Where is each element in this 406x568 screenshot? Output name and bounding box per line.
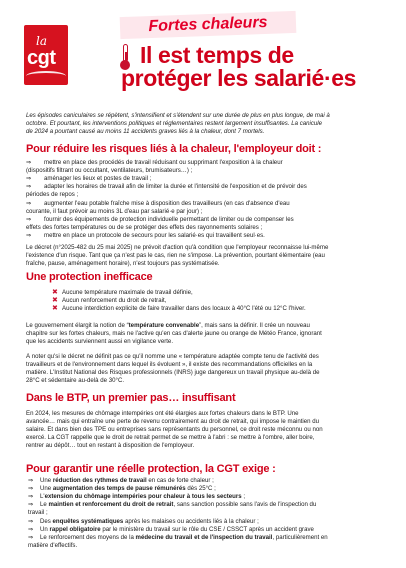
logo-swoosh — [26, 71, 66, 81]
inefficiency-text: Aucune température maximale de travail définie, — [62, 289, 193, 296]
btp-paragraph-line: avancée… mais qui entraîne une perte de revenu contrairement au droit de retrait, qui impose le maintien du — [26, 418, 320, 426]
arrow-icon: ⇒ — [28, 501, 34, 509]
arrow-icon: ⇒ — [28, 533, 34, 541]
demand-item — [28, 518, 380, 526]
demand-bold: extension du chômage intempéries pour chaleur — [44, 493, 186, 501]
obligation-text: mettre en place un protocole de secours pour les salarié·es qui travaillent seul·es. — [44, 231, 265, 239]
demand-item — [28, 509, 380, 517]
arrow-icon: ⇒ — [26, 215, 32, 223]
obligation-text: (dispositifs filtrant ou occultant, ventilateurs, brumisateurs…) ; — [26, 167, 193, 175]
employer-obligation-line — [26, 208, 380, 216]
kicker-text: Fortes chaleurs — [148, 13, 268, 36]
intro-line: octobre. Et pourtant, les interventions politiques et réglementaires restent largement insuffisantes. La canicule — [26, 120, 323, 128]
demand-text: , particulièrement en — [272, 533, 328, 541]
demand-text: en cas de forte chaleur ; — [146, 477, 214, 484]
inefficiency-text: Aucun renforcement du droit de retrait, — [62, 297, 167, 305]
arrow-icon: ⇒ — [28, 517, 34, 525]
arrow-icon: ⇒ — [28, 493, 34, 501]
inrs-paragraph-line: travailleurs et de l'environnement dans lequel ils évoluent », il existe des recommandations officielles en la — [26, 361, 313, 369]
decree-paragraph-line: l'existence d'un risque. Tant que ça n'est pas le cas, rien ne s'impose. La prévention, pourtant élémentaire (eau — [26, 252, 325, 260]
section-heading-inefficient: Une protection inefficace — [26, 271, 153, 283]
demand-text: Le — [40, 501, 49, 509]
obligation-text: effets des fortes températures ou de se protéger des effets des rayonnements solaires ; — [26, 223, 263, 231]
demand-bold: réduction des rythmes de travail — [52, 477, 147, 484]
btp-paragraph-line: salaire. Et dans bien des TPE ou entreprises sans représentants du personnel, ce droit reste méconnu ou non — [26, 426, 323, 434]
cross-icon: ✖ — [52, 297, 58, 305]
demand-text: Une — [40, 477, 53, 484]
arrow-icon: ⇒ — [26, 175, 32, 183]
kicker-banner — [120, 11, 297, 39]
arrow-icon: ⇒ — [28, 477, 34, 484]
demand-item — [28, 534, 380, 542]
demand-text: travail ; — [28, 509, 48, 517]
employer-obligation-line — [26, 175, 380, 183]
employer-obligation-line — [26, 159, 380, 167]
btp-paragraph-line: rentrer au dépôt… tout en restant à disposition de l'employeur. — [26, 442, 195, 450]
obligation-text: courante, il faut prévoir au moins 3L d'eau par salarié·e par jour) ; — [26, 207, 203, 215]
demand-bold: maintien et renforcement du droit de retrait — [48, 501, 174, 509]
demand-item — [28, 501, 380, 509]
intro-line: de 2024 a pourtant causé au moins 11 accidents graves liés à la chaleur, dont 7 mortels. — [26, 128, 265, 136]
inefficiency-item — [52, 289, 380, 297]
demand-text: dès 25°C ; — [185, 485, 216, 493]
inefficiency-item — [52, 305, 380, 313]
para-text: ”, mais sans la définir. Il crée un nouveau — [199, 322, 310, 329]
demand-text: matière d'effectifs. — [28, 541, 78, 549]
inefficiency-item — [52, 297, 380, 305]
obligation-text: aménager les lieux et postes de travail ; — [44, 175, 152, 183]
inrs-paragraph-line: À noter qu'si le décret ne définit pas ce qu'il nomme une « température adaptée compte tenu de l'activité des — [26, 353, 319, 360]
employer-obligation-line — [26, 232, 380, 240]
obligation-text: périodes de repos ; — [26, 191, 79, 199]
demand-text: Une — [40, 485, 53, 493]
arrow-icon: ⇒ — [26, 159, 32, 166]
arrow-icon: ⇒ — [26, 199, 32, 207]
logo-cgt-text: cgt — [27, 47, 56, 69]
page-title-line1: Il est temps de — [140, 42, 294, 68]
demand-text: Un — [40, 525, 50, 533]
demand-text: , sans sanction possible sans l'avis de l'inspection du — [173, 501, 317, 509]
arrow-icon: ⇒ — [26, 231, 32, 239]
obligation-text: fournir des équipements de protection individuelle permettant de limiter ou de compenser les — [44, 215, 294, 223]
demand-bold: à tous les secteurs — [186, 493, 242, 501]
demand-bold: rappel obligatoire — [49, 525, 101, 533]
cross-icon: ✖ — [52, 289, 58, 296]
page-title-line2: protéger les salarié·es — [121, 65, 356, 91]
government-paragraph-line: chapitre sur les fortes chaleurs, mais ne l'active qu'en cas d'alerte jaune ou orange de Météo France, ignorant — [26, 330, 322, 338]
btp-paragraph-line: exercé. La CGT rappelle que le droit de retrait permet de se mettre à l'abri : se mettre à l'ombre, aller boire, — [26, 434, 315, 442]
demand-bold: médecine du travail et de l'inspection du travail — [135, 533, 273, 541]
employer-obligation-line — [26, 167, 380, 175]
decree-paragraph-line: Le décret (n°2025-482 du 25 mai 2025) ne prévoit d'action qu'à condition que l'employeur reconnaisse lui-même — [26, 244, 329, 251]
inefficiency-text: Aucune interdiction explicite de faire travailler dans des locaux à 40°C l'été ou 12°C l'hiver. — [62, 305, 306, 313]
intro-line: Les épisodes caniculaires se répètent, s'intensifient et s'étendent sur une durée de plus en plus longue, de mai à — [26, 112, 330, 119]
arrow-icon: ⇒ — [26, 183, 32, 191]
demand-text: après les malaises ou accidents liés à la chaleur ; — [123, 517, 259, 525]
para-text: Le gouvernement élargit la notion de “ — [26, 322, 129, 329]
btp-paragraph-line: En 2024, les mesures de chômage intempéries ont été élargies aux fortes chaleurs dans le BTP. Une — [26, 410, 299, 417]
cgt-logo — [24, 25, 68, 85]
inrs-paragraph-line: matière. L'Institut National des Risques professionnels (INRS) juge dangereux un travail physique au-delà de — [26, 369, 320, 377]
demand-text: L' — [40, 493, 45, 501]
inrs-paragraph-line: 28°C et sédentaire au-delà de 30°C. — [26, 377, 125, 385]
demand-bold: enquêtes systématiques — [52, 517, 124, 525]
demand-text: Des — [40, 517, 53, 525]
employer-obligation-line — [26, 224, 380, 232]
employer-obligation-line — [26, 183, 380, 191]
demand-text: Le renforcement des moyens de la — [40, 533, 136, 541]
government-paragraph-line — [26, 322, 380, 330]
arrow-icon: ⇒ — [28, 525, 34, 533]
section-heading-employer: Pour réduire les risques liés à la chaleur, l'employeur doit : — [26, 143, 322, 155]
demand-item — [28, 526, 380, 534]
obligation-text: augmenter l'eau potable fraîche mise à disposition des travailleurs (en cas d'absence d'eau — [44, 199, 290, 207]
arrow-icon: ⇒ — [28, 485, 34, 493]
bold-term: température convenable — [128, 322, 200, 329]
demand-text: ; — [241, 493, 246, 501]
decree-paragraph-line: fraîche, pause, aménagement horaire), n'est toujours pas systématisée. — [26, 260, 220, 268]
demand-bold: augmentation des temps de pause rémunérés — [52, 485, 186, 493]
cross-icon: ✖ — [52, 305, 58, 313]
obligation-text: adapter les horaires de travail afin de limiter la durée et l'intensité de l'exposition et de prévoir des — [44, 183, 307, 191]
demand-item — [28, 542, 380, 550]
employer-obligation-line — [26, 216, 380, 224]
government-paragraph-line: que les accidents surviennent aussi en vigilance verte. — [26, 338, 174, 346]
logo-la-text: la — [36, 34, 47, 48]
demand-item — [28, 485, 380, 493]
demand-item — [28, 493, 380, 501]
employer-obligation-line — [26, 191, 380, 199]
demand-item — [28, 477, 380, 485]
obligation-text: mettre en place des procédés de travail réduisant ou supprimant l'exposition à la chaleur — [44, 159, 283, 166]
employer-obligation-line — [26, 200, 380, 208]
demand-text: par le ministère du travail sur le rôle du CSE / CSSCT après un accident grave — [100, 525, 314, 533]
section-heading-btp: Dans le BTP, un premier pas… insuffisant — [26, 392, 236, 404]
section-heading-demands: Pour garantir une réelle protection, la CGT exige : — [26, 463, 276, 475]
